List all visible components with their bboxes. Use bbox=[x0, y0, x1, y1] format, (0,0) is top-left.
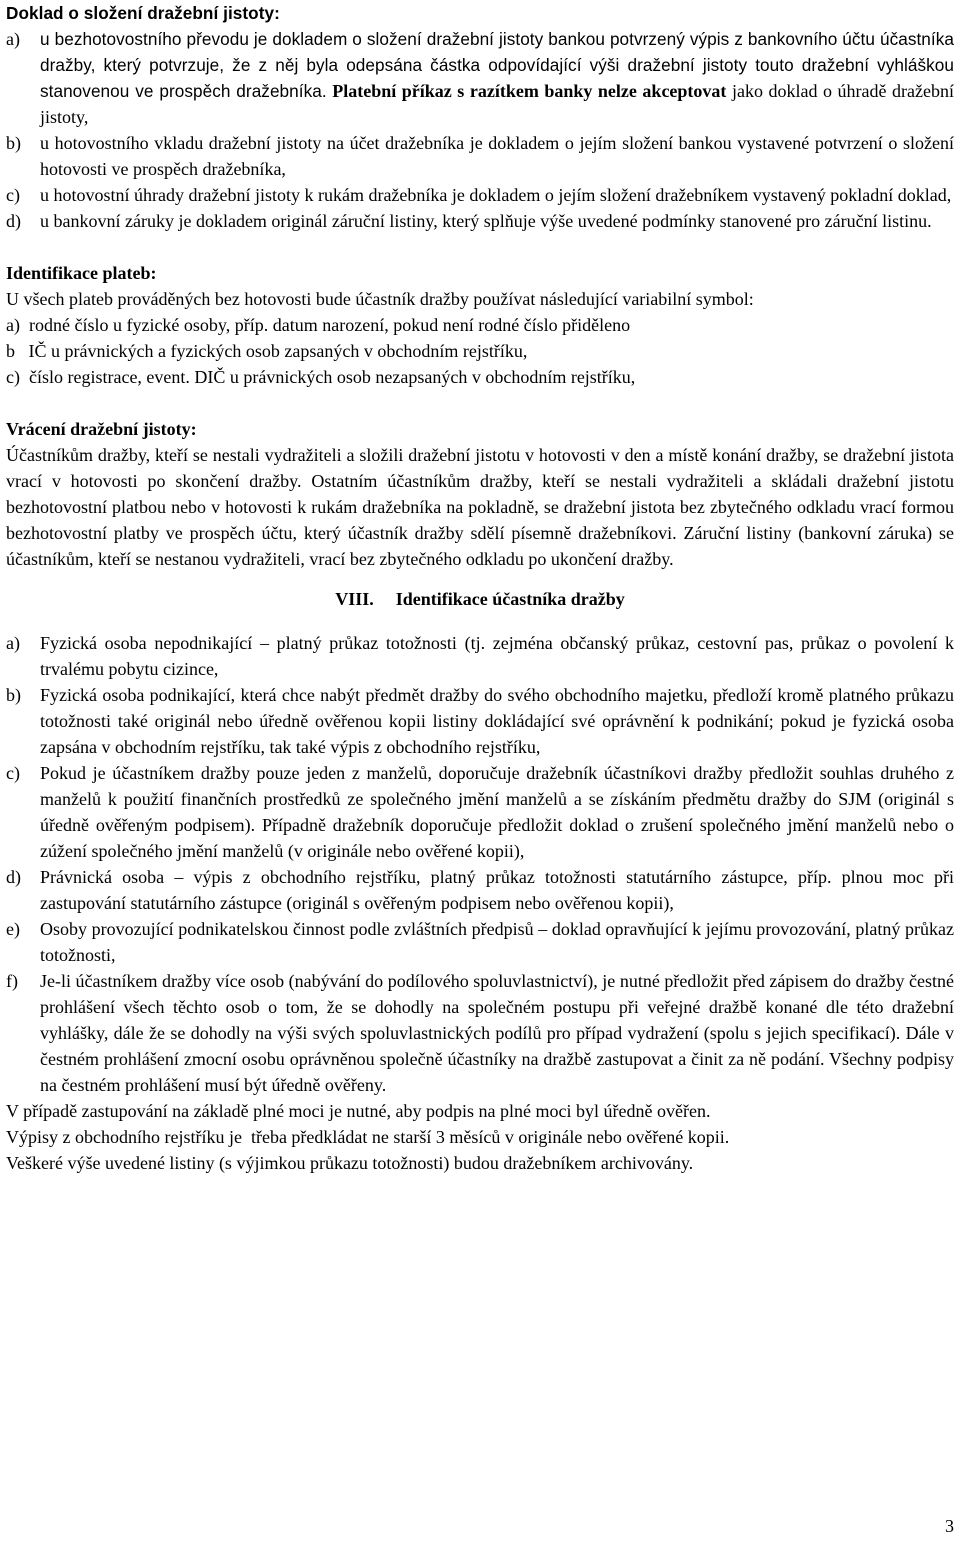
item-text: u bezhotovostního převodu je dokladem o složení dražební jistoty bankou potvrzený výpis z bankovního účtu účastníka dražby, který potvrzuje, že z něj byla odepsána částka odpovídající výši dražební jistoty touto dražební vyhláškou stanovenou ve prospěch dražebníka. bbox=[40, 29, 954, 101]
list-item bbox=[6, 682, 954, 760]
section-heading-payment-id: Identifikace plateb: bbox=[6, 263, 157, 283]
list-item bbox=[6, 26, 954, 130]
list-item bbox=[6, 182, 954, 208]
closing-line: Veškeré výše uvedené listiny (s výjimkou průkazu totožnosti) budou dražebníkem archivovány. bbox=[6, 1153, 694, 1173]
item-label: b) bbox=[6, 685, 21, 705]
list-item bbox=[6, 760, 954, 864]
item-label: c) bbox=[6, 763, 20, 783]
list-item bbox=[6, 864, 954, 916]
list-line: b IČ u právnických a fyzických osob zapsaných v obchodním rejstříku, bbox=[6, 341, 528, 361]
item-text-bold: Platební příkaz s razítkem banky nelze akceptovat bbox=[332, 81, 727, 101]
list-item bbox=[6, 630, 954, 682]
document-page bbox=[6, 0, 954, 1176]
item-label: b) bbox=[6, 133, 21, 153]
chapter-title: Identifikace účastníka dražby bbox=[395, 589, 625, 609]
paragraph: U všech plateb prováděných bez hotovosti bude účastník dražby používat následující variabilní symbol: bbox=[6, 289, 754, 309]
page-number: 3 bbox=[945, 1516, 954, 1536]
item-label: d) bbox=[6, 867, 21, 887]
item-label: d) bbox=[6, 211, 21, 231]
item-label: a) bbox=[6, 633, 20, 653]
list-line: a) rodné číslo u fyzické osoby, příp. datum narození, pokud není rodné číslo přiděleno bbox=[6, 315, 631, 335]
chapter-number: VIII. bbox=[335, 589, 374, 609]
list-item bbox=[6, 916, 954, 968]
item-text: Pokud je účastníkem dražby pouze jeden z manželů, doporučuje dražebník účastníkovi dražby předložit souhlas druhého z manželů k použití finančních prostředků ze společného jmění manželů a se získáním předmětu dražby do SJM (originál s úředně ověřeným podpisem). Případně dražebník doporučuje předložit doklad o zrušení společného jmění manželů nebo o zúžení společného jmění manželů (v originále nebo ověřené kopii), bbox=[40, 763, 954, 861]
chapter-heading bbox=[6, 586, 954, 612]
list-item bbox=[6, 968, 954, 1098]
item-text: u bankovní záruky je dokladem originál záruční listiny, který splňuje výše uvedené podmínky stanovené pro záruční listinu. bbox=[40, 211, 932, 231]
item-label: f) bbox=[6, 971, 18, 991]
item-label: a) bbox=[6, 29, 20, 49]
item-text: Osoby provozující podnikatelskou činnost podle zvláštních předpisů – doklad opravňující k jejímu provozování, platný průkaz totožnosti, bbox=[40, 919, 954, 965]
item-text: Fyzická osoba nepodnikající – platný průkaz totožnosti (tj. zejména občanský průkaz, cestovní pas, průkaz o povolení k trvalému pobytu cizince, bbox=[40, 633, 954, 679]
section-heading-deposit-proof: Doklad o složení dražební jistoty: bbox=[6, 3, 280, 23]
list-item bbox=[6, 208, 954, 234]
list-item bbox=[6, 130, 954, 182]
closing-line: Výpisy z obchodního rejstříku je třeba předkládat ne starší 3 měsíců v originále nebo ověřené kopii. bbox=[6, 1127, 730, 1147]
item-text: u hotovostní úhrady dražební jistoty k rukám dražebníka je dokladem o jejím složení dražebníkem vystavený pokladní doklad, bbox=[40, 185, 952, 205]
item-text: Fyzická osoba podnikající, která chce nabýt předmět dražby do svého obchodního majetku, předloží kromě platného průkazu totožnosti také originál nebo úředně ověřenou kopii listiny dokládající své oprávnění k podnikání; pokud je fyzická osoba zapsána v obchodním rejstříku, tak také výpis z obchodního rejstříku, bbox=[40, 685, 954, 757]
item-label: c) bbox=[6, 185, 20, 205]
item-text: u hotovostního vkladu dražební jistoty na účet dražebníka je dokladem o jejím složení bankou vystavené potvrzení o složení hotovosti ve prospěch dražebníka, bbox=[40, 133, 954, 179]
closing-line: V případě zastupování na základě plné moci je nutné, aby podpis na plné moci byl úředně ověřen. bbox=[6, 1101, 711, 1121]
paragraph: Účastníkům dražby, kteří se nestali vydražiteli a složili dražební jistotu v hotovosti v den a místě konání dražby, se dražební jistota vrací v hotovosti po skončení dražby. Ostatním účastníkům dražby, kteří se nestali vydražiteli a skládali dražební jistotu bezhotovostní platbou nebo v hotovosti k rukám dražebníka na pokladně, se dražební jistota bez zbytečného odkladu vrací formou bezhotovostní platby ve prospěch účtu, který účastník dražby sdělí písemně dražebníkovi. Záruční listiny (bankovní záruka) se účastníkům, kteří se nestanou vydražiteli, vrací bez zbytečného odkladu po ukončení dražby. bbox=[6, 445, 954, 569]
item-text: Je-li účastníkem dražby více osob (nabývání do podílového spoluvlastnictví), je nutné předložit před zápisem do dražby čestné prohlášení všech těchto osob o tom, že se dohodly na společném postupu při veřejné dražbě konané dle této dražební vyhlášky, dále že se dohodly na výši svých spoluvlastnických podílů pro případ vydražení (spolu s jejich specifikací). Dále v čestném prohlášení zmocní osobu oprávněnou společně účastníky na dražbě zastupovat a činit za ně podání. Všechny podpisy na čestném prohlášení musí být úředně ověřeny. bbox=[40, 971, 954, 1095]
section-heading-deposit-return: Vrácení dražební jistoty: bbox=[6, 419, 197, 439]
item-text: jako doklad o úhradě dražební jistoty, bbox=[40, 81, 955, 127]
list-line: c) číslo registrace, event. DIČ u právnických osob nezapsaných v obchodním rejstříku, bbox=[6, 367, 636, 387]
item-text: Právnická osoba – výpis z obchodního rejstříku, platný průkaz totožnosti statutárního zástupce, příp. plnou moc při zastupování statutárního zástupce (originál s ověřeným podpisem nebo ověřenou kopii), bbox=[40, 867, 954, 913]
item-label: e) bbox=[6, 919, 20, 939]
